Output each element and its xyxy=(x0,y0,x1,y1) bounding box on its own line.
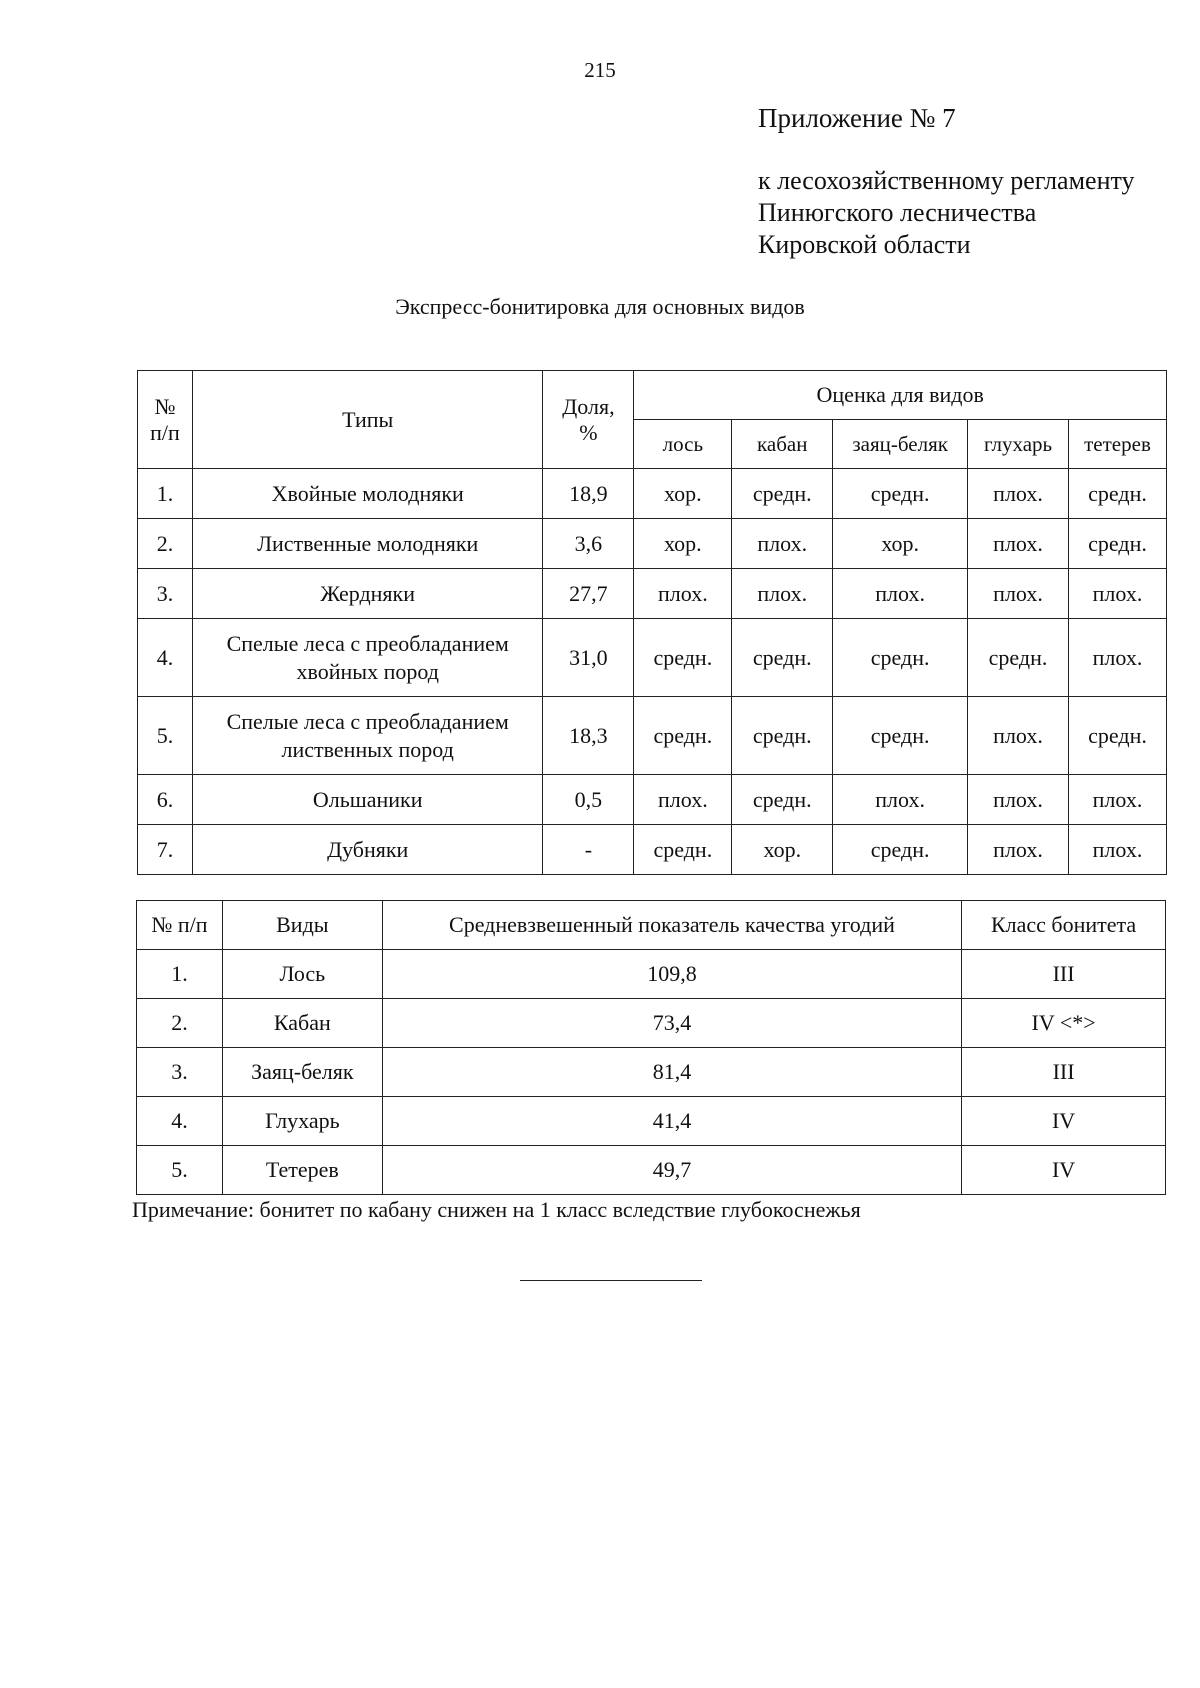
row-rating: средн. xyxy=(833,697,968,775)
row-share: 18,9 xyxy=(543,469,634,519)
header-num-line: п/п xyxy=(150,419,180,445)
row-rating: средн. xyxy=(634,619,732,697)
row-rating: плох. xyxy=(968,469,1069,519)
row-species: Тетерев xyxy=(222,1146,382,1195)
appendix-subtitle-line: Кировской области xyxy=(758,230,971,259)
table-row xyxy=(138,569,1167,619)
header-class: Класс бонитета xyxy=(962,901,1166,950)
row-rating: средн. xyxy=(634,697,732,775)
row-species: Заяц-беляк xyxy=(222,1048,382,1097)
row-class: IV <*> xyxy=(962,999,1166,1048)
table-row xyxy=(137,1097,1166,1146)
row-type: Ольшаники xyxy=(192,775,543,825)
row-rating: хор. xyxy=(732,825,833,875)
table-row xyxy=(137,1146,1166,1195)
row-type: Жердняки xyxy=(192,569,543,619)
row-type-line: Спелые леса с преобладанием xyxy=(226,630,509,656)
row-rating: средн. xyxy=(732,619,833,697)
header-species: кабан xyxy=(732,420,833,469)
row-num: 4. xyxy=(138,619,193,697)
row-class: III xyxy=(962,950,1166,999)
row-type: Дубняки xyxy=(192,825,543,875)
table-row xyxy=(138,619,1167,697)
table-row xyxy=(138,469,1167,519)
row-num: 3. xyxy=(138,569,193,619)
row-num: 3. xyxy=(137,1048,223,1097)
row-rating: средн. xyxy=(833,469,968,519)
header-assessment: Оценка для видов xyxy=(634,371,1167,420)
header-share-line: % xyxy=(579,419,598,445)
row-species: Глухарь xyxy=(222,1097,382,1146)
row-rating: средн. xyxy=(732,697,833,775)
header-share-line: Доля, xyxy=(562,393,615,419)
express-appraisal-table xyxy=(137,370,1167,875)
row-type: Хвойные молодняки xyxy=(192,469,543,519)
header-species: глухарь xyxy=(968,420,1069,469)
row-rating: плох. xyxy=(968,825,1069,875)
header-species: заяц-беляк xyxy=(833,420,968,469)
appendix-subtitle-line: Пинюгского лесничества xyxy=(758,198,1037,227)
table-header-row xyxy=(138,371,1167,420)
row-rating: средн. xyxy=(968,619,1069,697)
header-species: Виды xyxy=(222,901,382,950)
footer-divider xyxy=(520,1280,702,1281)
row-species: Кабан xyxy=(222,999,382,1048)
row-index: 109,8 xyxy=(382,950,961,999)
header-index: Средневзвешенный показатель качества угодий xyxy=(382,901,961,950)
row-num: 7. xyxy=(138,825,193,875)
row-num: 2. xyxy=(138,519,193,569)
row-class: IV xyxy=(962,1146,1166,1195)
row-rating: хор. xyxy=(833,519,968,569)
row-rating: плох. xyxy=(1069,825,1167,875)
header-num: № п/п xyxy=(137,901,223,950)
header-types: Типы xyxy=(192,371,543,469)
header-share xyxy=(543,371,634,469)
row-num: 2. xyxy=(137,999,223,1048)
row-index: 73,4 xyxy=(382,999,961,1048)
table-row xyxy=(138,697,1167,775)
header-num-line: № xyxy=(154,393,176,419)
row-share: - xyxy=(543,825,634,875)
row-rating: плох. xyxy=(634,569,732,619)
appendix-title: Приложение № 7 xyxy=(758,103,956,133)
table-caption: Экспресс-бонитировка для основных видов xyxy=(395,294,805,319)
row-rating: плох. xyxy=(968,519,1069,569)
table-row xyxy=(137,1048,1166,1097)
row-rating: плох. xyxy=(968,569,1069,619)
row-rating: хор. xyxy=(634,469,732,519)
row-num: 1. xyxy=(137,950,223,999)
row-type-line: хвойных пород xyxy=(296,658,439,684)
row-share: 0,5 xyxy=(543,775,634,825)
row-rating: плох. xyxy=(968,697,1069,775)
row-rating: хор. xyxy=(634,519,732,569)
row-type: Лиственные молодняки xyxy=(192,519,543,569)
row-num: 6. xyxy=(138,775,193,825)
row-num: 4. xyxy=(137,1097,223,1146)
table-row xyxy=(138,775,1167,825)
header-species: тетерев xyxy=(1069,420,1167,469)
table-header-row xyxy=(137,901,1166,950)
row-rating: средн. xyxy=(833,825,968,875)
appendix-subtitle-line: к лесохозяйственному регламенту xyxy=(758,166,1135,195)
row-class: III xyxy=(962,1048,1166,1097)
row-rating: средн. xyxy=(833,619,968,697)
table-row xyxy=(137,999,1166,1048)
bonitet-class-table xyxy=(136,900,1166,1195)
row-rating: средн. xyxy=(732,469,833,519)
row-type-line: лиственных пород xyxy=(281,736,454,762)
row-rating: плох. xyxy=(833,775,968,825)
row-index: 49,7 xyxy=(382,1146,961,1195)
row-rating: плох. xyxy=(634,775,732,825)
page-number: 215 xyxy=(584,58,616,82)
row-rating: плох. xyxy=(833,569,968,619)
row-rating: плох. xyxy=(732,519,833,569)
row-type xyxy=(192,619,543,697)
table-row xyxy=(138,519,1167,569)
row-share: 3,6 xyxy=(543,519,634,569)
row-share: 27,7 xyxy=(543,569,634,619)
header-species: лось xyxy=(634,420,732,469)
row-index: 41,4 xyxy=(382,1097,961,1146)
row-rating: средн. xyxy=(732,775,833,825)
row-rating: плох. xyxy=(968,775,1069,825)
row-type-line: Спелые леса с преобладанием xyxy=(226,708,509,734)
row-num: 5. xyxy=(137,1146,223,1195)
row-species: Лось xyxy=(222,950,382,999)
row-share: 18,3 xyxy=(543,697,634,775)
row-rating: плох. xyxy=(1069,569,1167,619)
table-row xyxy=(138,825,1167,875)
row-rating: средн. xyxy=(1069,697,1167,775)
row-rating: средн. xyxy=(1069,519,1167,569)
table-row xyxy=(137,950,1166,999)
row-rating: плох. xyxy=(732,569,833,619)
row-num: 1. xyxy=(138,469,193,519)
row-share: 31,0 xyxy=(543,619,634,697)
row-rating: плох. xyxy=(1069,775,1167,825)
row-rating: средн. xyxy=(634,825,732,875)
row-class: IV xyxy=(962,1097,1166,1146)
table-note: Примечание: бонитет по кабану снижен на 1 класс вследствие глубокоснежья xyxy=(132,1197,861,1222)
row-rating: средн. xyxy=(1069,469,1167,519)
row-index: 81,4 xyxy=(382,1048,961,1097)
row-rating: плох. xyxy=(1069,619,1167,697)
row-num: 5. xyxy=(138,697,193,775)
appendix-subtitle xyxy=(758,165,1135,261)
row-type xyxy=(192,697,543,775)
header-num xyxy=(138,371,193,469)
